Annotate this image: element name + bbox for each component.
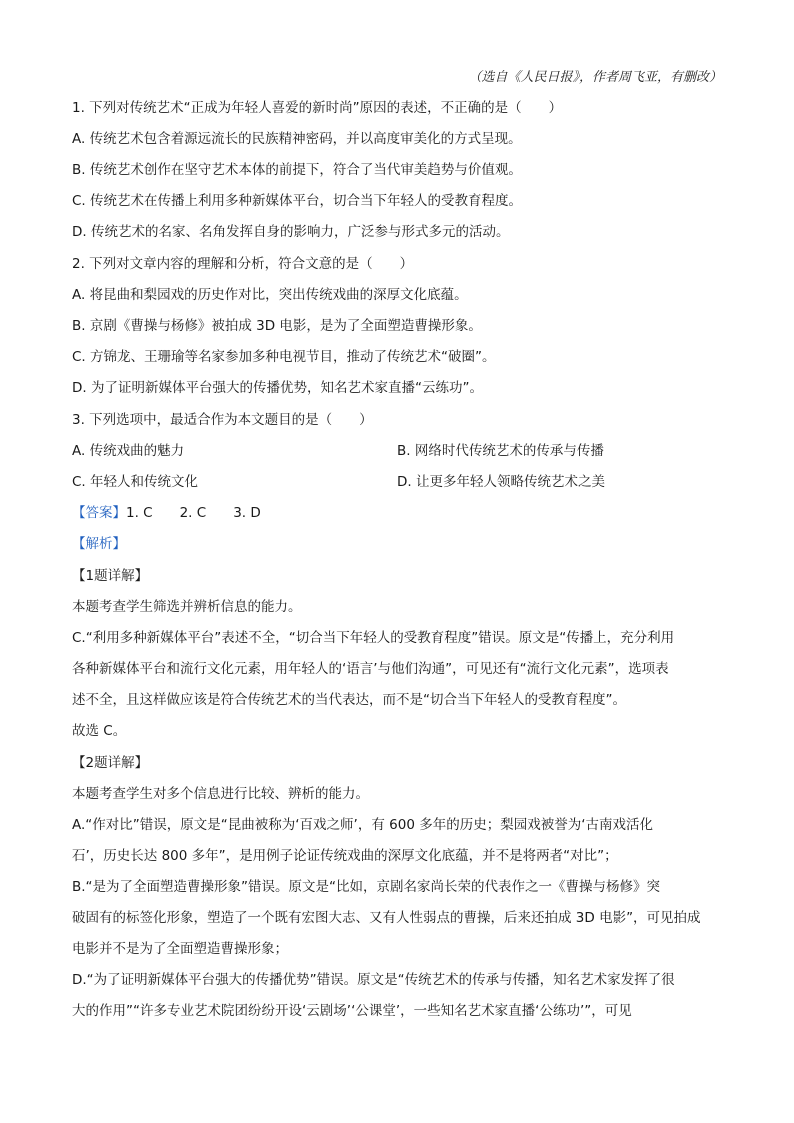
detail-1-line: 本题考查学生筛选并辨析信息的能力。 [72,599,302,615]
detail-1-title: 【1题详解】 [72,568,149,584]
detail-2-line: 破固有的标签化形象，塑造了一个既有宏图大志、又有人性弱点的曹操，后来还拍成 3D 电影”，可见拍成 [72,910,701,926]
q3-option-c: C. 年轻人和传统文化 [72,474,199,490]
q1-option-b: B. 传统艺术创作在坚守艺术本体的前提下，符合了当代审美趋势与价值观。 [72,162,522,178]
detail-2-title: 【2题详解】 [72,755,149,771]
q2-option-c: C. 方锦龙、王珊瑜等名家参加多种电视节目，推动了传统艺术“破圈”。 [72,349,496,365]
answer-text: 1. C 2. C 3. D [126,505,261,521]
detail-2-line: 大的作用”“许多专业艺术院团纷纷开设‘云剧场’‘公课堂’，一些知名艺术家直播‘公练功’”，可见 [72,1003,632,1019]
q3-options-row-1 [72,441,732,461]
q1-stem: 1. 下列对传统艺术“正成为年轻人喜爱的新时尚”原因的表述，不正确的是（ ） [72,100,563,116]
detail-2-line: A.“作对比”错误，原文是“昆曲被称为‘百戏之师’，有 600 多年的历史；梨园戏被誉为‘古南戏活化 [72,817,653,833]
q2-option-a: A. 将昆曲和梨园戏的历史作对比，突出传统戏曲的深厚文化底蕴。 [72,287,468,303]
q2-option-d: D. 为了证明新媒体平台强大的传播优势，知名艺术家直播“云练功”。 [72,380,483,396]
detail-2-line: 电影并不是为了全面塑造曹操形象； [72,941,288,957]
source-citation: （选自《人民日报》，作者周飞亚，有删改） [468,70,722,85]
q3-options-row-2 [72,472,732,492]
detail-1-line: 各种新媒体平台和流行文化元素，用年轻人的‘语言’与他们沟通”，可见还有“流行文化元素”，选项表 [72,661,669,677]
q3-option-b: B. 网络时代传统艺术的传承与传播 [397,443,604,459]
q3-option-a: A. 传统戏曲的魅力 [72,443,185,459]
q1-option-d: D. 传统艺术的名家、名角发挥自身的影响力，广泛参与形式多元的活动。 [72,224,510,240]
answer-line [72,503,261,523]
answer-label: 【答案】 [72,505,126,521]
analysis-label: 【解析】 [72,536,126,552]
q1-option-a: A. 传统艺术包含着源远流长的民族精神密码，并以高度审美化的方式呈现。 [72,131,522,147]
detail-2-line: 石’，历史长达 800 多年”，是用例子论证传统戏曲的深厚文化底蕴，并不是将两者“对比”； [72,848,618,864]
detail-1-line: C.“利用多种新媒体平台”表述不全，“切合当下年轻人的受教育程度”错误。原文是“传播上，充分利用 [72,630,675,646]
q1-option-c: C. 传统艺术在传播上利用多种新媒体平台，切合当下年轻人的受教育程度。 [72,193,523,209]
q2-option-b: B. 京剧《曹操与杨修》被拍成 3D 电影，是为了全面塑造曹操形象。 [72,318,482,334]
detail-1-line: 故选 C。 [72,723,127,739]
q3-option-d: D. 让更多年轻人领略传统艺术之美 [397,474,605,490]
detail-2-line: B.“是为了全面塑造曹操形象”错误。原文是“比如，京剧名家尚长荣的代表作之一《曹操与杨修》突 [72,879,661,895]
detail-1-line: 述不全，且这样做应该是符合传统艺术的当代表达，而不是“切合当下年轻人的受教育程度”。 [72,692,626,708]
q2-stem: 2. 下列对文章内容的理解和分析，符合文意的是（ ） [72,256,414,272]
detail-2-line: D.“为了证明新媒体平台强大的传播优势”错误。原文是“传统艺术的传承与传播，知名艺术家发挥了很 [72,972,675,988]
detail-2-line: 本题考查学生对多个信息进行比较、辨析的能力。 [72,786,369,802]
q3-stem: 3. 下列选项中，最适合作为本文题目的是（ ） [72,412,373,428]
